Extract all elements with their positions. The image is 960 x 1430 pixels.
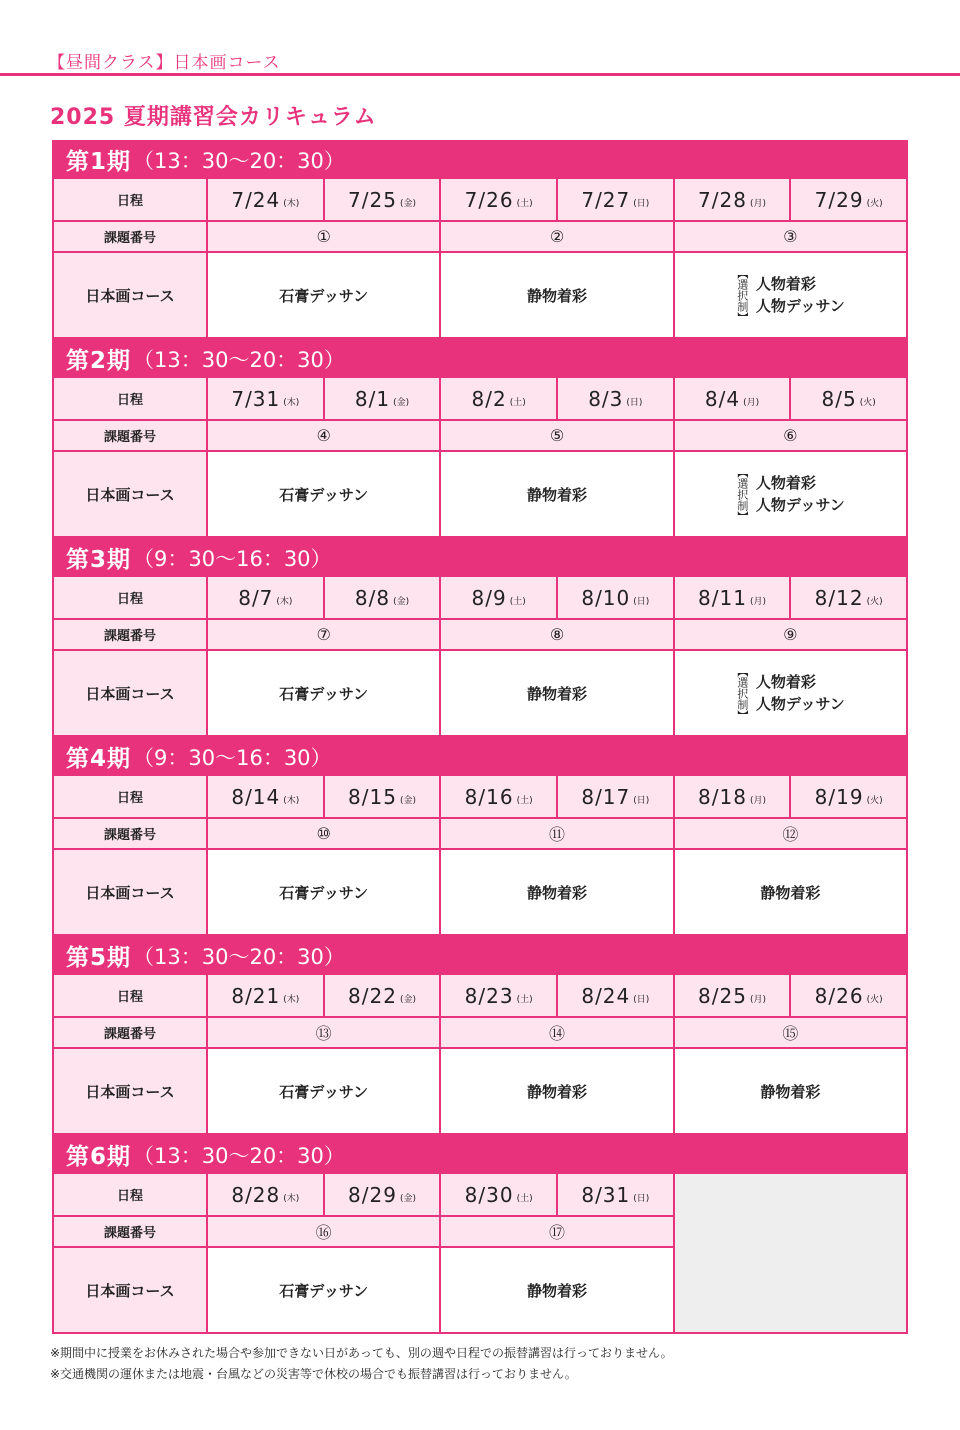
date-cell xyxy=(208,179,323,220)
period-header xyxy=(52,538,908,577)
assignment-number: ④ xyxy=(208,421,439,450)
weekday-text: (月) xyxy=(749,796,766,806)
date-text: 8/31 xyxy=(581,1182,631,1207)
assignment-label: 課題番号 xyxy=(54,819,206,848)
date-cell xyxy=(441,179,556,220)
weekday-text: (木) xyxy=(283,398,300,408)
date-cell xyxy=(791,179,906,220)
date-text: 7/24 xyxy=(231,187,281,212)
period-header xyxy=(52,140,908,179)
schedule-label: 日程 xyxy=(54,179,206,220)
elective-option: 人物着彩 xyxy=(755,673,816,691)
schedule-label: 日程 xyxy=(54,1174,206,1215)
date-cell xyxy=(558,378,673,419)
weekday-text: (火) xyxy=(866,597,883,607)
weekday-text: (火) xyxy=(866,796,883,806)
date-text: 8/11 xyxy=(698,585,747,610)
course-cell: 静物着彩 xyxy=(675,1049,906,1133)
assignment-number: ③ xyxy=(675,222,906,251)
period-grid xyxy=(52,577,908,737)
date-cell xyxy=(558,179,673,220)
weekday-text: (火) xyxy=(866,199,883,209)
date-text: 8/26 xyxy=(814,983,864,1008)
weekday-text: (土) xyxy=(516,1194,533,1204)
date-text: 8/12 xyxy=(814,585,864,610)
weekday-text: (土) xyxy=(509,597,526,607)
weekday-text: (金) xyxy=(399,995,416,1005)
date-cell xyxy=(791,776,906,817)
course-label: 日本画コース xyxy=(54,253,206,337)
date-cell xyxy=(791,378,906,419)
date-cell xyxy=(208,776,323,817)
assignment-label: 課題番号 xyxy=(54,1217,206,1246)
assignment-number: ⑤ xyxy=(441,421,672,450)
date-cell xyxy=(441,577,556,618)
schedule-label: 日程 xyxy=(54,577,206,618)
date-text: 8/15 xyxy=(348,784,397,809)
assignment-number: ⑫ xyxy=(675,819,906,848)
date-cell xyxy=(675,378,790,419)
weekday-text: (日) xyxy=(633,995,650,1005)
assignment-number: ⑦ xyxy=(208,620,439,649)
period-5 xyxy=(52,936,908,1135)
elective-group xyxy=(736,268,845,323)
weekday-text: (火) xyxy=(859,398,876,408)
period-grid xyxy=(52,378,908,538)
date-cell xyxy=(325,1174,440,1215)
elective-option: 人物着彩 xyxy=(755,474,816,492)
date-cell xyxy=(325,975,440,1016)
course-cell: 石膏デッサン xyxy=(208,253,439,337)
date-text: 8/3 xyxy=(588,386,624,411)
date-text: 8/16 xyxy=(464,784,514,809)
course-cell: 石膏デッサン xyxy=(208,651,439,735)
assignment-number: ① xyxy=(208,222,439,251)
assignment-number: ⑥ xyxy=(675,421,906,450)
period-6 xyxy=(52,1135,908,1334)
date-text: 8/19 xyxy=(814,784,864,809)
elective-tag: 【選択制】 xyxy=(735,267,749,323)
footnote: ※交通機関の運休または地震・台風などの災害等で休校の場合でも振替講習は行っておりません。 xyxy=(50,1367,577,1381)
weekday-text: (土) xyxy=(509,398,526,408)
course-label: 日本画コース xyxy=(54,850,206,934)
date-text: 8/18 xyxy=(698,784,747,809)
empty-cell xyxy=(675,1174,906,1332)
elective-options xyxy=(756,671,845,715)
period-time: （13：30〜20：30） xyxy=(133,944,345,969)
period-header xyxy=(52,737,908,776)
elective-group xyxy=(736,467,845,522)
weekday-text: (月) xyxy=(749,995,766,1005)
date-text: 8/1 xyxy=(354,386,391,411)
date-cell xyxy=(325,378,440,419)
period-time: （13：30〜20：30） xyxy=(133,347,345,372)
period-time: （13：30〜20：30） xyxy=(133,148,345,173)
period-grid xyxy=(52,975,908,1135)
weekday-text: (金) xyxy=(393,597,410,607)
footnotes xyxy=(50,1343,673,1385)
date-cell xyxy=(675,577,790,618)
date-cell xyxy=(441,975,556,1016)
date-text: 8/5 xyxy=(821,386,857,411)
weekday-text: (日) xyxy=(633,796,650,806)
period-name: 第2期 xyxy=(66,348,132,374)
assignment-number: ⑩ xyxy=(208,819,439,848)
period-2 xyxy=(52,339,908,538)
date-cell xyxy=(208,378,323,419)
page-title: 2025 夏期講習会カリキュラム xyxy=(50,105,377,130)
date-cell xyxy=(791,577,906,618)
course-label: 日本画コース xyxy=(54,452,206,536)
date-text: 7/27 xyxy=(581,187,631,212)
assignment-label: 課題番号 xyxy=(54,421,206,450)
course-cell: 静物着彩 xyxy=(441,651,672,735)
assignment-number: ⑬ xyxy=(208,1018,439,1047)
schedule-label: 日程 xyxy=(54,378,206,419)
date-text: 8/25 xyxy=(698,983,747,1008)
header-divider xyxy=(0,73,960,76)
course-cell: 静物着彩 xyxy=(441,1049,672,1133)
course-cell: 静物着彩 xyxy=(441,452,672,536)
date-cell xyxy=(558,776,673,817)
date-cell xyxy=(675,776,790,817)
period-name: 第6期 xyxy=(66,1144,132,1170)
date-text: 7/29 xyxy=(814,187,864,212)
elective-option: 人物デッサン xyxy=(755,496,845,514)
date-cell xyxy=(558,1174,673,1215)
weekday-text: (木) xyxy=(283,796,300,806)
course-cell: 静物着彩 xyxy=(441,253,672,337)
date-text: 8/4 xyxy=(704,386,741,411)
date-cell xyxy=(325,179,440,220)
elective-tag: 【選択制】 xyxy=(735,466,749,522)
course-cell: 石膏デッサン xyxy=(208,452,439,536)
date-text: 8/24 xyxy=(581,983,631,1008)
date-text: 8/8 xyxy=(354,585,391,610)
assignment-number: ⑧ xyxy=(441,620,672,649)
date-cell xyxy=(441,1174,556,1215)
weekday-text: (月) xyxy=(749,597,766,607)
date-text: 8/7 xyxy=(238,585,274,610)
date-cell xyxy=(558,577,673,618)
weekday-text: (月) xyxy=(749,199,766,209)
course-label: 日本画コース xyxy=(54,1049,206,1133)
date-text: 8/22 xyxy=(348,983,397,1008)
period-name: 第3期 xyxy=(66,547,132,573)
weekday-text: (土) xyxy=(516,199,533,209)
weekday-text: (木) xyxy=(283,199,300,209)
assignment-number: ② xyxy=(441,222,672,251)
course-cell: 石膏デッサン xyxy=(208,850,439,934)
date-cell xyxy=(675,975,790,1016)
weekday-text: (火) xyxy=(866,995,883,1005)
assignment-number: ⑰ xyxy=(441,1217,672,1246)
period-3 xyxy=(52,538,908,737)
weekday-text: (金) xyxy=(393,398,410,408)
period-time: （9：30〜16：30） xyxy=(133,745,332,770)
date-cell xyxy=(675,179,790,220)
course-cell: 石膏デッサン xyxy=(208,1049,439,1133)
date-cell xyxy=(791,975,906,1016)
elective-option: 人物デッサン xyxy=(755,297,845,315)
assignment-label: 課題番号 xyxy=(54,620,206,649)
date-text: 7/31 xyxy=(231,386,281,411)
date-text: 8/9 xyxy=(471,585,507,610)
weekday-text: (木) xyxy=(283,1194,300,1204)
course-label: 日本画コース xyxy=(54,1248,206,1332)
course-cell-elective xyxy=(675,253,906,337)
weekday-text: (金) xyxy=(399,796,416,806)
weekday-text: (土) xyxy=(516,995,533,1005)
date-text: 7/25 xyxy=(348,187,397,212)
footnote: ※期間中に授業をお休みされた場合や参加できない日があっても、別の週や日程での振替講習は行っておりません。 xyxy=(50,1346,673,1360)
weekday-text: (金) xyxy=(399,199,416,209)
date-text: 8/23 xyxy=(464,983,514,1008)
course-label: 日本画コース xyxy=(54,651,206,735)
assignment-label: 課題番号 xyxy=(54,222,206,251)
date-cell xyxy=(558,975,673,1016)
elective-options xyxy=(756,273,845,317)
date-text: 8/30 xyxy=(464,1182,514,1207)
date-cell xyxy=(325,577,440,618)
period-4 xyxy=(52,737,908,936)
weekday-text: (木) xyxy=(276,597,293,607)
weekday-text: (日) xyxy=(633,199,650,209)
period-header xyxy=(52,339,908,378)
period-grid xyxy=(52,1174,908,1334)
period-time: （9：30〜16：30） xyxy=(133,546,332,571)
date-cell xyxy=(208,1174,323,1215)
date-text: 8/2 xyxy=(471,386,507,411)
weekday-text: (日) xyxy=(633,597,650,607)
date-text: 8/14 xyxy=(231,784,281,809)
curriculum-table xyxy=(52,140,908,1334)
period-grid xyxy=(52,776,908,936)
elective-tag: 【選択制】 xyxy=(735,665,749,721)
weekday-text: (土) xyxy=(516,796,533,806)
period-name: 第1期 xyxy=(66,149,132,175)
date-cell xyxy=(441,776,556,817)
date-cell xyxy=(208,577,323,618)
assignment-number: ⑪ xyxy=(441,819,672,848)
period-name: 第4期 xyxy=(66,746,132,772)
schedule-label: 日程 xyxy=(54,776,206,817)
period-1 xyxy=(52,140,908,339)
course-cell: 静物着彩 xyxy=(441,850,672,934)
date-text: 8/10 xyxy=(581,585,631,610)
elective-option: 人物デッサン xyxy=(755,695,845,713)
weekday-text: (月) xyxy=(743,398,760,408)
date-cell xyxy=(441,378,556,419)
date-cell xyxy=(208,975,323,1016)
date-text: 7/26 xyxy=(464,187,514,212)
date-text: 8/17 xyxy=(581,784,631,809)
date-text: 8/28 xyxy=(231,1182,281,1207)
elective-group xyxy=(736,666,845,721)
date-text: 7/28 xyxy=(698,187,747,212)
weekday-text: (日) xyxy=(633,1194,650,1204)
weekday-text: (日) xyxy=(626,398,643,408)
class-label: 【昼間クラス】日本画コース xyxy=(48,53,281,73)
course-cell: 静物着彩 xyxy=(675,850,906,934)
course-cell-elective xyxy=(675,452,906,536)
assignment-number: ⑭ xyxy=(441,1018,672,1047)
course-cell-elective xyxy=(675,651,906,735)
course-cell: 静物着彩 xyxy=(441,1248,672,1332)
period-grid xyxy=(52,179,908,339)
assignment-label: 課題番号 xyxy=(54,1018,206,1047)
date-cell xyxy=(325,776,440,817)
period-time: （13：30〜20：30） xyxy=(133,1143,345,1168)
elective-option: 人物着彩 xyxy=(755,275,816,293)
course-cell: 石膏デッサン xyxy=(208,1248,439,1332)
period-name: 第5期 xyxy=(66,945,132,971)
date-text: 8/21 xyxy=(231,983,281,1008)
assignment-number: ⑮ xyxy=(675,1018,906,1047)
date-text: 8/29 xyxy=(348,1182,397,1207)
weekday-text: (木) xyxy=(283,995,300,1005)
period-header xyxy=(52,1135,908,1174)
assignment-number: ⑯ xyxy=(208,1217,439,1246)
assignment-number: ⑨ xyxy=(675,620,906,649)
period-header xyxy=(52,936,908,975)
schedule-label: 日程 xyxy=(54,975,206,1016)
elective-options xyxy=(756,472,845,516)
weekday-text: (金) xyxy=(399,1194,416,1204)
